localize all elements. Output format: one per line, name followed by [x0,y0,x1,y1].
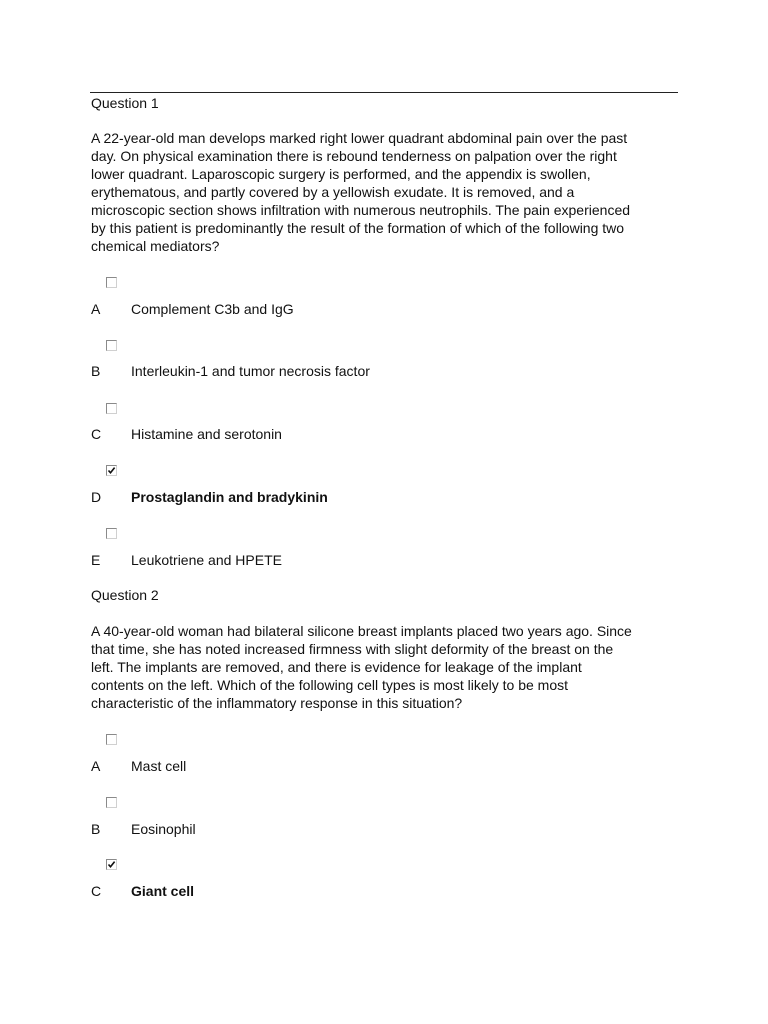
q1-option-c-text: Histamine and serotonin [131,426,282,442]
question-1-stem-line: microscopic section shows infiltration with numerous neutrophils. The pain experienced [91,202,631,218]
check-mark-icon [107,860,116,869]
q1-option-d-text: Prostaglandin and bradykinin [131,489,328,505]
q2-option-b-checkbox[interactable] [106,797,117,808]
q1-option-c-checkbox[interactable] [106,403,117,414]
question-2-stem-line: A 40-year-old woman had bilateral silicone breast implants placed two years ago. Since [91,623,632,639]
question-1-stem-line: by this patient is predominantly the result of the formation of which of the following two [91,220,625,236]
question-1-stem [91,129,681,255]
question-2-heading: Question 2 [91,587,159,603]
q1-option-a-letter: A [91,301,101,317]
question-1-heading: Question 1 [91,95,159,111]
question-2-stem-line: left. The implants are removed, and there is evidence for leakage of the implant [91,659,582,675]
q1-option-a-text: Complement C3b and IgG [131,301,294,317]
check-mark-icon [107,466,116,475]
q1-option-a-checkbox[interactable] [106,277,117,288]
q2-option-b-text: Eosinophil [131,821,196,837]
q2-option-c-text: Giant cell [131,883,195,899]
q1-option-e-text: Leukotriene and HPETE [131,552,282,568]
q2-option-a-checkbox[interactable] [106,734,117,745]
question-2-stem-line: contents on the left. Which of the following cell types is most likely to be most [91,677,568,693]
question-2-stem-line: characteristic of the inflammatory response in this situation? [91,695,463,711]
question-1-stem-line: erythematous, and partly covered by a yellowish exudate. It is removed, and a [91,184,575,200]
q1-option-c-letter: C [91,426,102,442]
q2-option-a-letter: A [91,758,101,774]
q1-option-d-checkbox[interactable] [106,465,117,476]
question-1-stem-line: A 22-year-old man develops marked right lower quadrant abdominal pain over the past [91,130,628,146]
q1-option-b-text: Interleukin-1 and tumor necrosis factor [131,363,370,379]
question-1-stem-line: chemical mediators? [91,238,220,254]
q1-option-e-checkbox[interactable] [106,528,117,539]
question-1-stem-line: lower quadrant. Laparoscopic surgery is performed, and the appendix is swollen, [91,166,591,182]
q2-option-c-letter: C [91,883,102,899]
q2-option-b-letter: B [91,821,101,837]
q1-option-b-checkbox[interactable] [106,340,117,351]
q2-option-a-text: Mast cell [131,758,187,774]
q1-option-e-letter: E [91,552,101,568]
top-divider [90,92,678,93]
question-2-stem [91,622,681,712]
q2-option-c-checkbox[interactable] [106,859,117,870]
q1-option-d-letter: D [91,489,102,505]
question-2-stem-line: that time, she has noted increased firmness with slight deformity of the breast on the [91,641,614,657]
q1-option-b-letter: B [91,363,101,379]
question-1-stem-line: day. On physical examination there is rebound tenderness on palpation over the right [91,148,617,164]
